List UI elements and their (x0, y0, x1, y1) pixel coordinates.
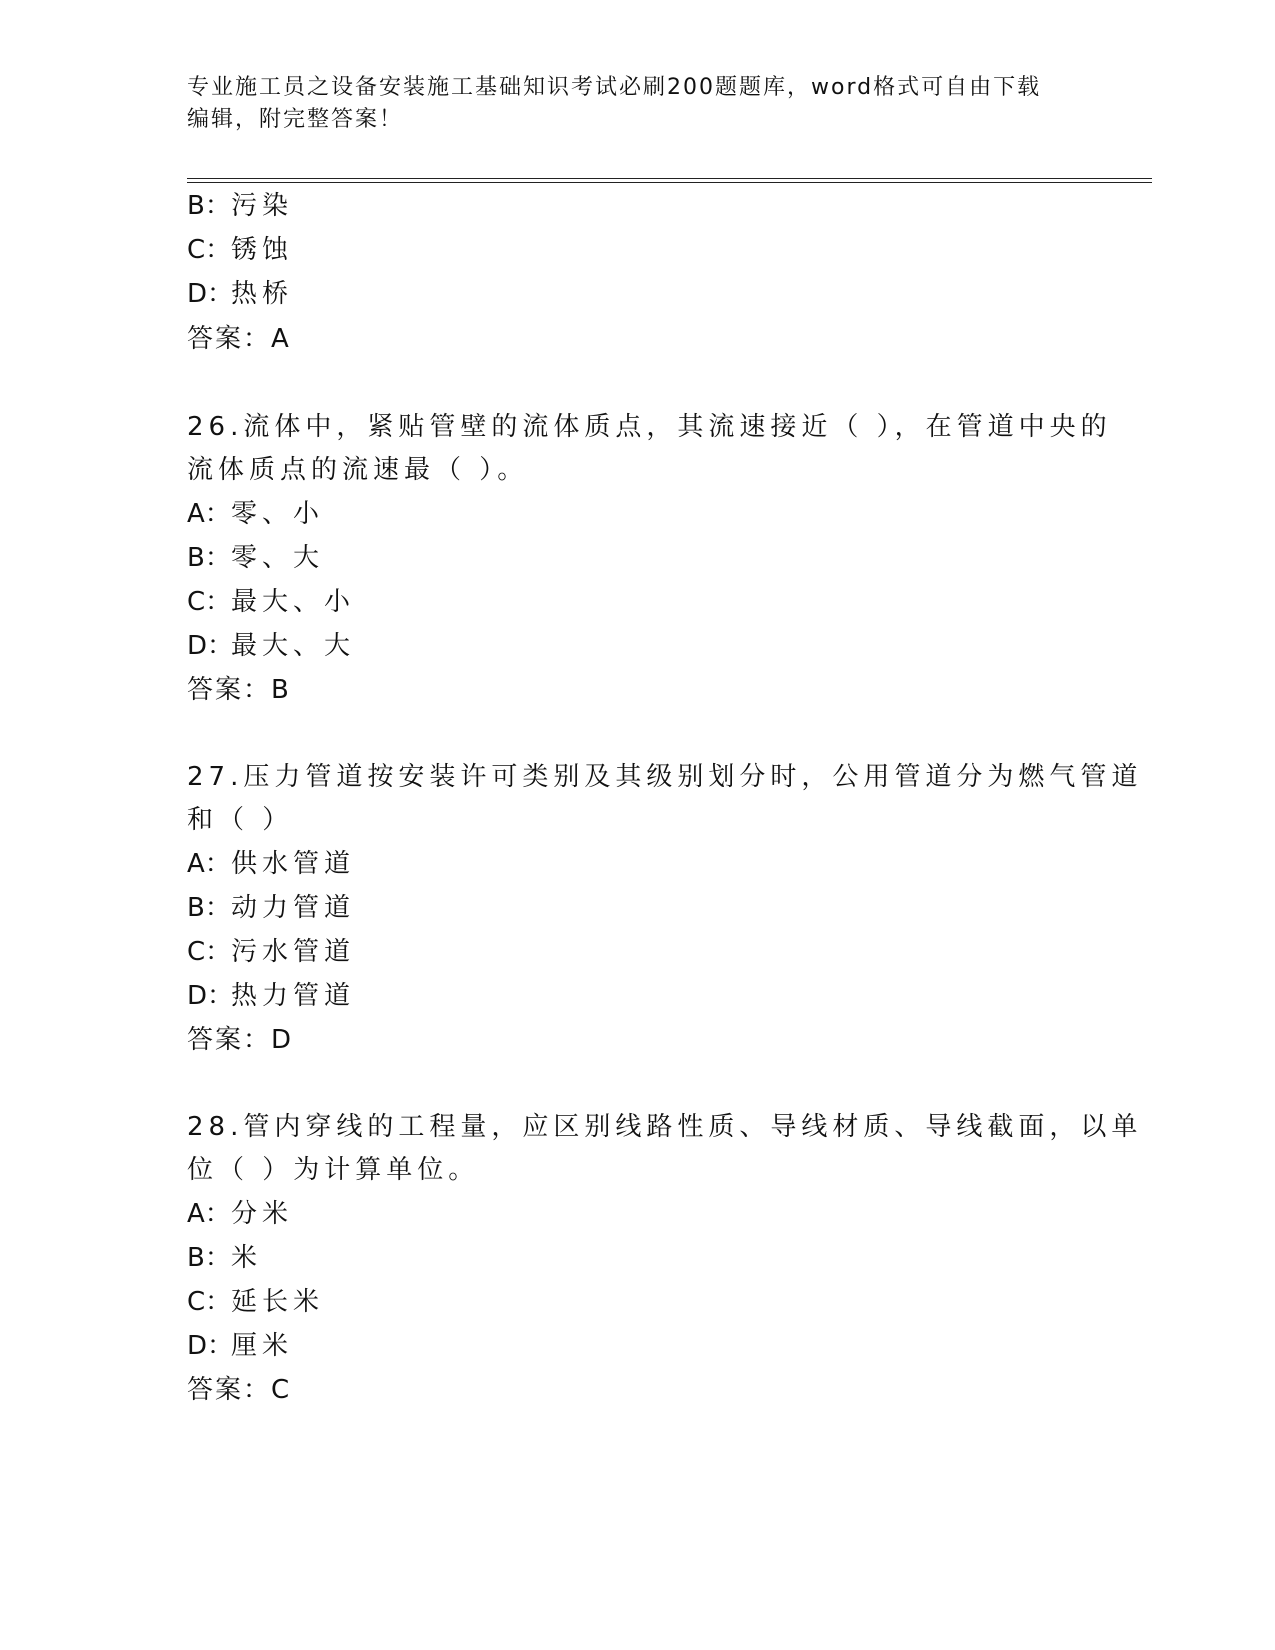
option-row (187, 1241, 262, 1275)
header-rule-bottom (187, 182, 1152, 183)
option-text: 零、小 (231, 499, 325, 529)
answer-line: 答案：A (187, 324, 291, 354)
option-text: 热桥 (231, 279, 294, 309)
answer-line: 答案：B (187, 675, 291, 705)
option-row (187, 541, 324, 575)
option-key: B： (187, 543, 231, 573)
option-row (187, 891, 355, 925)
option-key: D： (187, 981, 234, 1011)
option-row (187, 1285, 324, 1319)
option-key: D： (187, 279, 234, 309)
option-key: D： (187, 631, 234, 661)
option-row (187, 277, 293, 311)
option-row (187, 189, 293, 223)
header-rule-top (187, 178, 1152, 179)
question-stem-line: 位（ ）为计算单位。 (187, 1155, 480, 1185)
option-row (187, 585, 355, 619)
option-text: 厘米 (231, 1331, 294, 1361)
question-stem-line: 和（ ） (187, 805, 294, 835)
option-text: 污水管道 (231, 937, 356, 967)
option-key: D： (187, 1331, 234, 1361)
option-text: 米 (231, 1243, 263, 1273)
option-key: C： (187, 937, 232, 967)
question-stem-line: 流体质点的流速最（ ）。 (187, 455, 529, 485)
option-key: A： (187, 499, 231, 529)
option-key: B： (187, 191, 231, 221)
answer-line: 答案：D (187, 1025, 294, 1055)
option-text: 最大、大 (231, 631, 356, 661)
option-key: C： (187, 1287, 232, 1317)
option-text: 供水管道 (231, 849, 356, 879)
option-row (187, 979, 355, 1013)
option-text: 动力管道 (231, 893, 356, 923)
option-text: 分米 (231, 1199, 294, 1229)
option-text: 污染 (231, 191, 294, 221)
option-key: C： (187, 587, 232, 617)
option-text: 锈蚀 (231, 235, 294, 265)
question-stem-line: 26.流体中，紧贴管壁的流体质点，其流速接近（ ），在管道中央的 (187, 412, 1112, 442)
option-text: 延长米 (231, 1287, 325, 1317)
option-row (187, 1197, 293, 1231)
answer-line: 答案：C (187, 1375, 292, 1405)
option-text: 热力管道 (231, 981, 356, 1011)
question-stem-line: 27.压力管道按安装许可类别及其级别划分时，公用管道分为燃气管道 (187, 762, 1143, 792)
header-line-2: 编辑，附完整答案！ (187, 107, 404, 132)
option-row (187, 1329, 293, 1363)
option-row (187, 233, 293, 267)
option-row (187, 847, 355, 881)
option-key: B： (187, 1243, 231, 1273)
option-row (187, 497, 324, 531)
option-key: A： (187, 1199, 231, 1229)
header-line-1: 专业施工员之设备安装施工基础知识考试必刷200题题库，word格式可自由下载 (187, 75, 1042, 100)
option-key: A： (187, 849, 231, 879)
option-text: 最大、小 (231, 587, 356, 617)
document-header (187, 72, 1087, 136)
option-key: B： (187, 893, 231, 923)
question-stem-line: 28.管内穿线的工程量，应区别线路性质、导线材质、导线截面，以单 (187, 1112, 1143, 1142)
option-key: C： (187, 235, 232, 265)
option-text: 零、大 (231, 543, 325, 573)
option-row (187, 935, 355, 969)
option-row (187, 629, 355, 663)
